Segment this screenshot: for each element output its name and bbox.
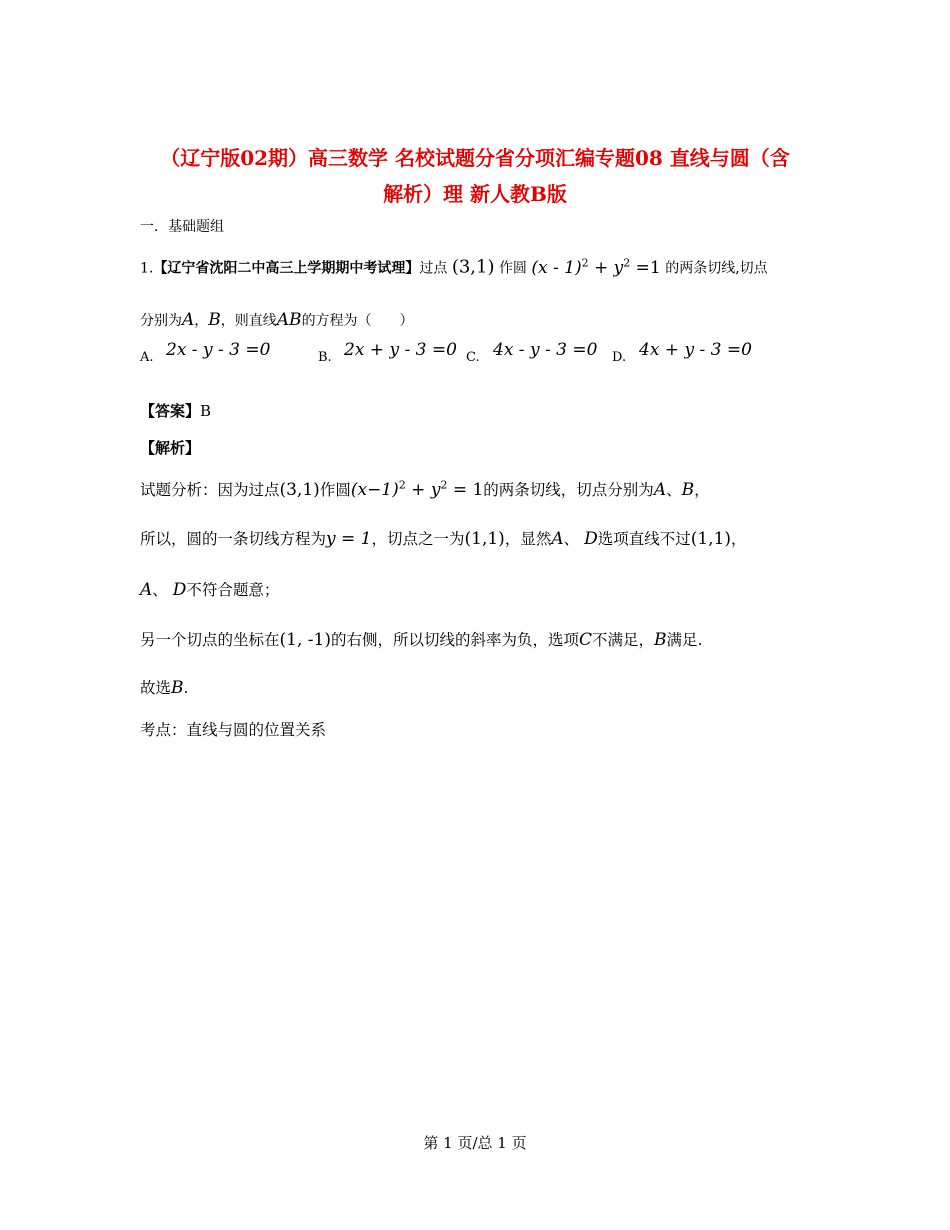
question-text-c: 的两条切线,切点 [665,260,768,277]
title-line-1: （辽宁版02期）高三数学 名校试题分省分项汇编专题08 直线与圆（含 [160,146,790,170]
analysis-paragraph-1: 试题分析：因为过点(3,1)作圆$(x-1)^2 + y^2 = 1$的两条切线，切点分别为A、B， [140,478,710,500]
document-page: （辽宁版02期）高三数学 名校试题分省分项汇编专题08 直线与圆（含 解析）理 新人教B版 一．基础题组 1.【辽宁省沈阳二中高三上学期期中考试理】过点 (3,1) 作圆 $(x - 1)^2 + y^2 =1$ 的两条切线,切点 分别为A，B，则直线AB的方程为（ ） A. 2x - y - 3 =0 B. 2x + y - 3 =0 C. 4x - y - 3 =0 D. 4x + y - 3 =0 【答案】B 【解析】 试题分析：因为过点(3,1)作圆$(x-1)^2 + y^2 = 1$的两条切线，切点分别为A、B， 所以，圆的一条切线方程为y = 1，切点之一为(1,1)，显然A、 D选项直线不过(1,1)， A、 D不符合题意； 另一个切点的坐标在(1, -1)的右侧，所以切线的斜率为负，选项C不满足，B满足. 故选B. 考点：直线与圆的位置关系 第 1 页/总 1 页 [0,0,950,1230]
title-line-2: 解析）理 新人教B版 [383,182,567,206]
analysis-paragraph-3: A、 D不符合题意； [140,580,280,600]
question-circle-equation: $(x - 1)^2 + y^2 =1$ [531,256,661,278]
page-footer: 第 1 页/总 1 页 [423,1134,527,1152]
analysis-paragraph-5: 故选B. [140,678,189,698]
var-b: B [208,310,221,330]
question-line-2: 分别为A，B，则直线AB的方程为（ ） [140,310,414,330]
question-line-1 [140,256,768,278]
question-text-b: 作圆 [498,260,527,277]
document-title [120,140,830,212]
analysis-paragraph-6: 考点：直线与圆的位置关系 [140,721,327,739]
question-text-a: 过点 [419,260,448,277]
question-source: 【辽宁省沈阳二中高三上学期期中考试理】 [153,260,420,277]
analysis-paragraph-4: 另一个切点的坐标在(1, -1)的右侧，所以切线的斜率为负，选项C不满足，B满足. [140,630,703,650]
section-heading: 一．基础题组 [140,219,224,235]
var-ab: AB [276,310,302,330]
question-point: (3,1) [451,256,495,278]
answer-label: 【答案】 [140,402,201,420]
analysis-label: 【解析】 [140,439,201,457]
answer-value: B [200,402,212,420]
question-number: 1. [140,260,154,277]
analysis-paragraph-2: 所以，圆的一条切线方程为y = 1，切点之一为(1,1)，显然A、 D选项直线不过(1,1)， [140,529,747,549]
answer-line [140,400,211,421]
var-a: A [182,310,195,330]
